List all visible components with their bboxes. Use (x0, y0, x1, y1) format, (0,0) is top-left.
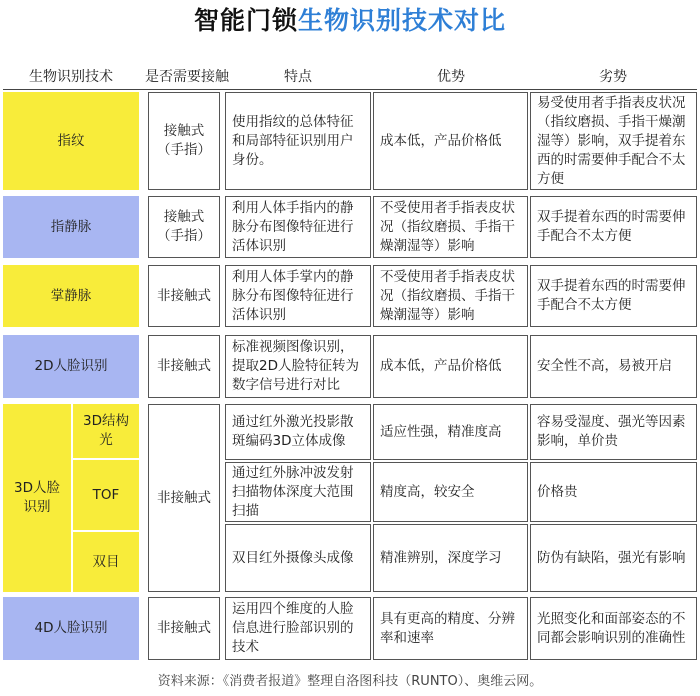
row-3d-tof-name: TOF (73, 460, 139, 530)
row-fingerprint-contact: 接触式（手指） (148, 92, 220, 190)
row-3d-structured-light-advantage: 适应性强，精准度高 (373, 404, 528, 460)
row-3d-face-contact: 非接触式 (148, 404, 220, 592)
row-4d-face-disadvantage: 光照变化和面部姿态的不同都会影响识别的准确性 (530, 597, 697, 660)
row-2d-face-feature: 标准视频图像识别，提取2D人脸特征转为数字信号进行对比 (225, 335, 371, 398)
title-part-2: 生物识别技术对比 (298, 6, 507, 35)
row-2d-face-disadvantage: 安全性不高，易被开启 (530, 335, 697, 398)
row-palm-vein-advantage: 不受使用者手指表皮状况（指纹磨损、手指干燥潮湿等）影响 (373, 265, 528, 327)
header-feature: 特点 (284, 69, 312, 85)
row-finger-vein-tech: 指静脉 (3, 196, 139, 258)
header-contact: 是否需要接触 (145, 69, 229, 85)
row-3d-structured-light-disadvantage: 容易受湿度、强光等因素影响，单价贵 (530, 404, 697, 460)
row-finger-vein-contact: 接触式（手指） (148, 196, 220, 258)
row-3d-face-tech: 3D人脸识别 (3, 404, 71, 592)
row-3d-tof-feature: 通过红外脉冲波发射扫描物体深度大范围扫描 (225, 462, 371, 522)
row-palm-vein-feature: 利用人体手掌内的静脉分布图像特征进行活体识别 (225, 265, 371, 327)
row-2d-face-contact: 非接触式 (148, 335, 220, 398)
row-3d-structured-light-feature: 通过红外激光投影散斑编码3D立体成像 (225, 404, 371, 460)
row-finger-vein-feature: 利用人体手指内的静脉分布图像特征进行活体识别 (225, 196, 371, 258)
header-divider (3, 89, 697, 90)
row-3d-tof-advantage: 精度高，较安全 (373, 462, 528, 522)
row-fingerprint-feature: 使用指纹的总体特征和局部特征识别用户身份。 (225, 92, 371, 190)
row-palm-vein-contact: 非接触式 (148, 265, 220, 327)
row-finger-vein-advantage: 不受使用者手指表皮状况（指纹磨损、手指干燥潮湿等）影响 (373, 196, 528, 258)
row-fingerprint-advantage: 成本低，产品价格低 (373, 92, 528, 190)
header-advantage: 优势 (437, 69, 465, 85)
row-3d-binocular-name: 双目 (73, 532, 139, 592)
row-3d-binocular-advantage: 精准辨别，深度学习 (373, 524, 528, 592)
row-4d-face-feature: 运用四个维度的人脸信息进行脸部识别的技术 (225, 597, 371, 660)
row-2d-face-advantage: 成本低，产品价格低 (373, 335, 528, 398)
row-fingerprint-disadvantage: 易受使用者手指表皮状况（指纹磨损、手指干燥潮湿等）影响，双手提着东西的时需要伸手配合不太方便 (530, 92, 697, 190)
source-note: 资料来源：《消费者报道》整理自洛图科技（RUNTO）、奥维云网。 (157, 674, 543, 689)
row-4d-face-advantage: 具有更高的精度、分辨率和速率 (373, 597, 528, 660)
row-3d-tof-disadvantage: 价格贵 (530, 462, 697, 522)
title-part-1: 智能门锁 (193, 6, 298, 35)
row-3d-binocular-disadvantage: 防伪有缺陷，强光有影响 (530, 524, 697, 592)
row-3d-structured-light-name: 3D结构光 (73, 404, 139, 458)
row-2d-face-tech: 2D人脸识别 (3, 335, 139, 398)
row-3d-binocular-feature: 双目红外摄像头成像 (225, 524, 371, 592)
row-fingerprint-tech: 指纹 (3, 92, 139, 190)
row-palm-vein-tech: 掌静脉 (3, 265, 139, 327)
row-finger-vein-disadvantage: 双手提着东西的时需要伸手配合不太方便 (530, 196, 697, 258)
header-tech: 生物识别技术 (29, 69, 113, 85)
row-4d-face-contact: 非接触式 (148, 597, 220, 660)
page-title (0, 2, 700, 40)
row-palm-vein-disadvantage: 双手提着东西的时需要伸手配合不太方便 (530, 265, 697, 327)
row-4d-face-tech: 4D人脸识别 (3, 597, 139, 660)
header-disadvantage: 劣势 (599, 69, 627, 85)
